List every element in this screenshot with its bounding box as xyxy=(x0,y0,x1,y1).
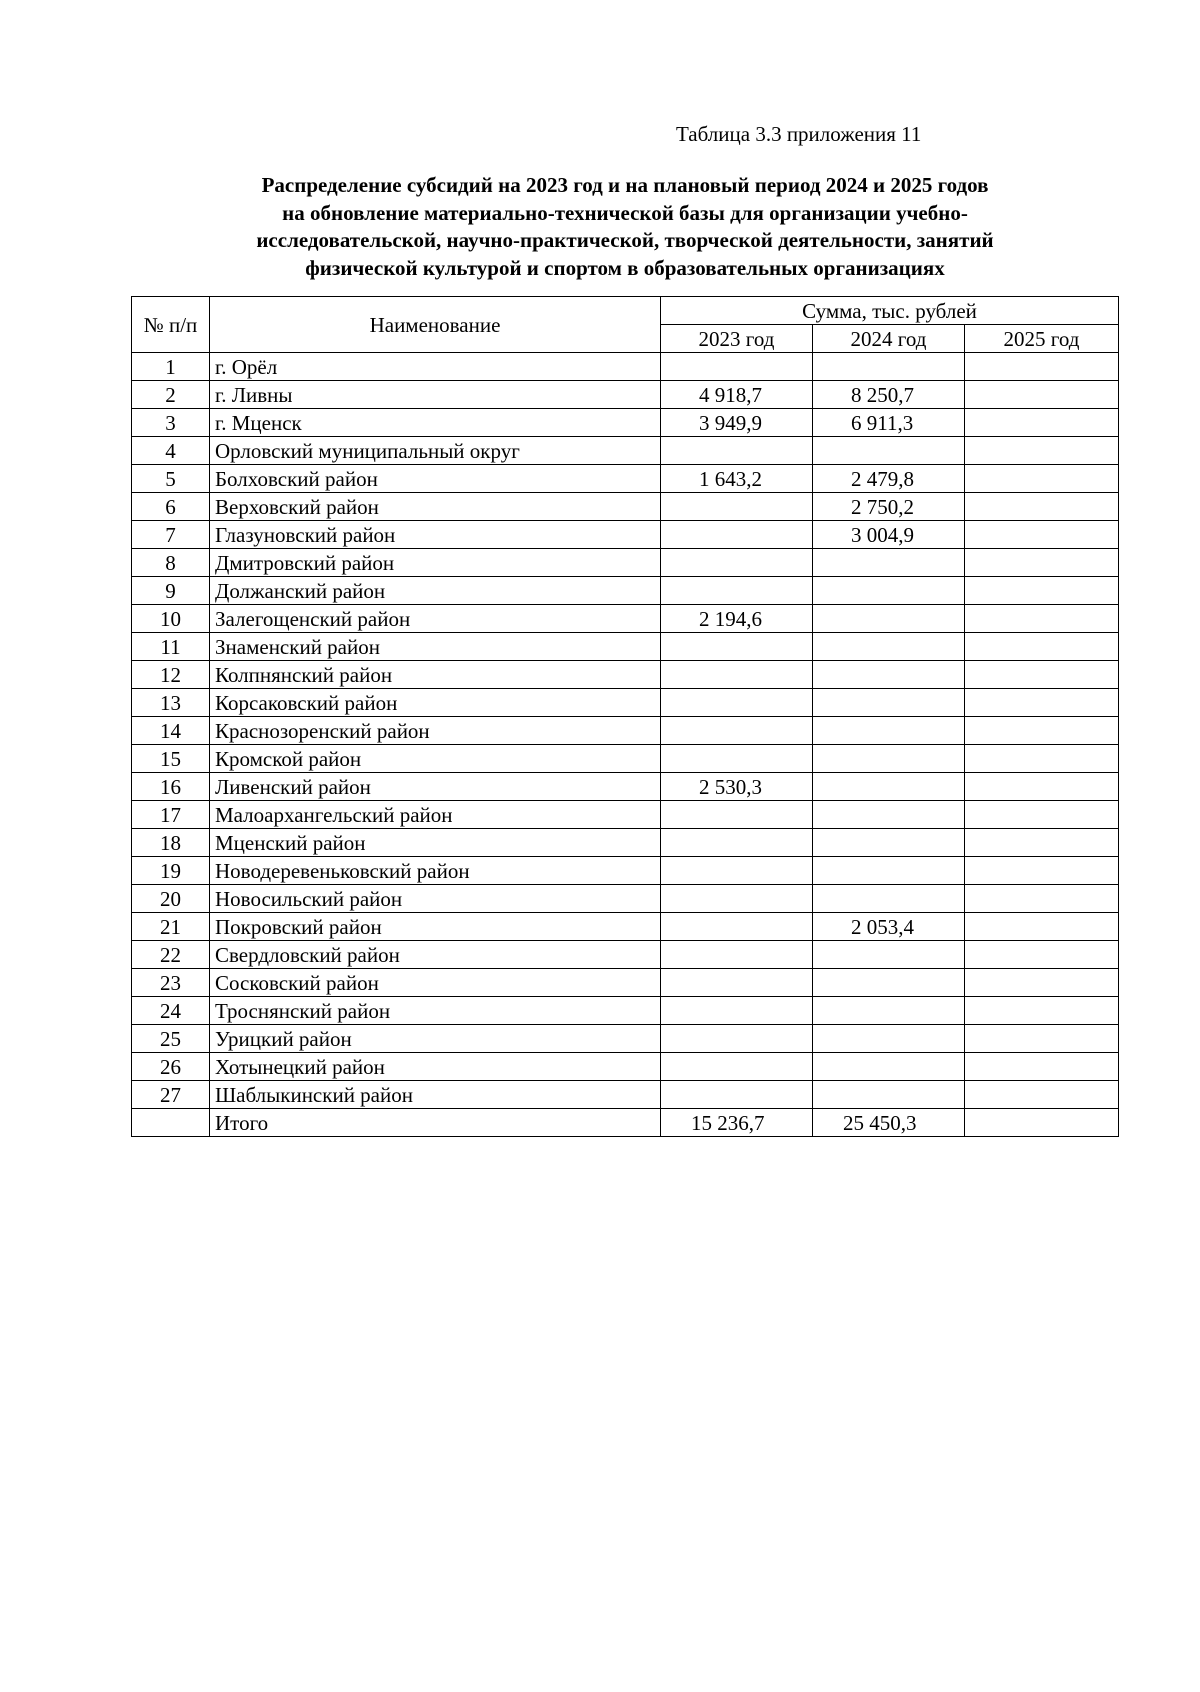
row-value-2023 xyxy=(661,661,813,689)
row-value-2024 xyxy=(813,549,965,577)
row-name: Урицкий район xyxy=(210,1025,661,1053)
row-value-2024 xyxy=(813,633,965,661)
row-value-2023: 2 194,6 xyxy=(661,605,813,633)
row-name: Дмитровский район xyxy=(210,549,661,577)
row-value-2023 xyxy=(661,801,813,829)
row-name: Малоархангельский район xyxy=(210,801,661,829)
row-name: Орловский муниципальный округ xyxy=(210,437,661,465)
row-number: 23 xyxy=(132,969,210,997)
row-value-2025 xyxy=(965,829,1119,857)
row-name: Хотынецкий район xyxy=(210,1053,661,1081)
row-value-2024 xyxy=(813,437,965,465)
table-row xyxy=(132,465,1119,493)
table-row xyxy=(132,969,1119,997)
row-value-2025 xyxy=(965,605,1119,633)
row-value-2023 xyxy=(661,493,813,521)
table-row xyxy=(132,409,1119,437)
row-value-2025 xyxy=(965,717,1119,745)
row-value-2023 xyxy=(661,829,813,857)
table-row xyxy=(132,941,1119,969)
row-name: Знаменский район xyxy=(210,633,661,661)
row-value-2024 xyxy=(813,661,965,689)
row-value-2025 xyxy=(965,885,1119,913)
row-number: 18 xyxy=(132,829,210,857)
row-value-2023: 3 949,9 xyxy=(661,409,813,437)
row-value-2025 xyxy=(965,745,1119,773)
row-value-2024 xyxy=(813,885,965,913)
table-row xyxy=(132,689,1119,717)
row-name: Корсаковский район xyxy=(210,689,661,717)
row-value-2023 xyxy=(661,885,813,913)
row-value-2024 xyxy=(813,801,965,829)
row-value-2024 xyxy=(813,829,965,857)
total-row xyxy=(132,1109,1119,1137)
row-number: 7 xyxy=(132,521,210,549)
table-row xyxy=(132,353,1119,381)
row-value-2024: 2 053,4 xyxy=(813,913,965,941)
title-line: Распределение субсидий на 2023 год и на плановый период 2024 и 2025 годов xyxy=(261,173,989,197)
row-value-2023 xyxy=(661,745,813,773)
row-value-2023: 4 918,7 xyxy=(661,381,813,409)
row-name: Сосковский район xyxy=(210,969,661,997)
row-value-2023: 1 643,2 xyxy=(661,465,813,493)
document-title xyxy=(130,172,1120,282)
table-row xyxy=(132,661,1119,689)
row-name: Колпнянский район xyxy=(210,661,661,689)
table-row xyxy=(132,493,1119,521)
row-name: Новосильский район xyxy=(210,885,661,913)
row-number: 21 xyxy=(132,913,210,941)
row-value-2024: 2 479,8 xyxy=(813,465,965,493)
row-value-2025 xyxy=(965,801,1119,829)
row-number: 9 xyxy=(132,577,210,605)
table-row xyxy=(132,521,1119,549)
header-year-2023: 2023 год xyxy=(661,325,813,353)
table-row xyxy=(132,577,1119,605)
row-value-2025 xyxy=(965,1053,1119,1081)
row-value-2023 xyxy=(661,549,813,577)
subsidy-table xyxy=(131,296,1119,1137)
row-name: г. Орёл xyxy=(210,353,661,381)
row-number: 10 xyxy=(132,605,210,633)
total-2025 xyxy=(965,1109,1119,1137)
row-value-2023 xyxy=(661,437,813,465)
table-row xyxy=(132,549,1119,577)
row-number: 19 xyxy=(132,857,210,885)
row-number: 22 xyxy=(132,941,210,969)
row-name: Новодеревеньковский район xyxy=(210,857,661,885)
row-value-2024: 6 911,3 xyxy=(813,409,965,437)
row-name: Глазуновский район xyxy=(210,521,661,549)
row-value-2023 xyxy=(661,1081,813,1109)
row-value-2023 xyxy=(661,577,813,605)
row-value-2024 xyxy=(813,745,965,773)
row-value-2024 xyxy=(813,1025,965,1053)
row-value-2023 xyxy=(661,1053,813,1081)
row-value-2025 xyxy=(965,493,1119,521)
table-row xyxy=(132,773,1119,801)
row-number: 14 xyxy=(132,717,210,745)
title-line: физической культурой и спортом в образовательных организациях xyxy=(305,255,945,280)
row-number: 25 xyxy=(132,1025,210,1053)
header-sum: Сумма, тыс. рублей xyxy=(661,297,1119,325)
table-row xyxy=(132,913,1119,941)
row-value-2023 xyxy=(661,941,813,969)
table-row xyxy=(132,437,1119,465)
row-value-2025 xyxy=(965,633,1119,661)
row-value-2023 xyxy=(661,717,813,745)
row-number: 20 xyxy=(132,885,210,913)
total-number-cell xyxy=(132,1109,210,1137)
row-value-2025 xyxy=(965,577,1119,605)
row-number: 26 xyxy=(132,1053,210,1081)
row-value-2024: 2 750,2 xyxy=(813,493,965,521)
title-line: исследовательской, научно-практической, творческой деятельности, занятий xyxy=(256,228,994,252)
row-number: 15 xyxy=(132,745,210,773)
row-value-2025 xyxy=(965,773,1119,801)
row-value-2025 xyxy=(965,689,1119,717)
row-number: 24 xyxy=(132,997,210,1025)
table-row xyxy=(132,633,1119,661)
row-value-2023 xyxy=(661,1025,813,1053)
row-number: 8 xyxy=(132,549,210,577)
row-value-2025 xyxy=(965,465,1119,493)
row-value-2025 xyxy=(965,549,1119,577)
row-value-2025 xyxy=(965,437,1119,465)
row-name: Мценский район xyxy=(210,829,661,857)
row-value-2024 xyxy=(813,969,965,997)
row-value-2023 xyxy=(661,521,813,549)
row-number: 3 xyxy=(132,409,210,437)
row-value-2023 xyxy=(661,913,813,941)
row-value-2025 xyxy=(965,941,1119,969)
table-row xyxy=(132,1025,1119,1053)
table-row xyxy=(132,857,1119,885)
row-name: г. Ливны xyxy=(210,381,661,409)
row-value-2025 xyxy=(965,1081,1119,1109)
row-value-2024 xyxy=(813,941,965,969)
row-name: г. Мценск xyxy=(210,409,661,437)
row-number: 13 xyxy=(132,689,210,717)
table-row xyxy=(132,829,1119,857)
row-value-2025 xyxy=(965,969,1119,997)
title-line: на обновление материально-технической базы для организации учебно- xyxy=(282,200,968,225)
table-row xyxy=(132,997,1119,1025)
row-value-2025 xyxy=(965,661,1119,689)
row-number: 4 xyxy=(132,437,210,465)
row-number: 1 xyxy=(132,353,210,381)
row-name: Болховский район xyxy=(210,465,661,493)
table-row xyxy=(132,801,1119,829)
row-value-2023: 2 530,3 xyxy=(661,773,813,801)
row-number: 17 xyxy=(132,801,210,829)
row-value-2024: 3 004,9 xyxy=(813,521,965,549)
row-value-2023 xyxy=(661,689,813,717)
row-value-2025 xyxy=(965,913,1119,941)
table-row xyxy=(132,1053,1119,1081)
row-value-2023 xyxy=(661,633,813,661)
row-value-2024 xyxy=(813,997,965,1025)
row-value-2024: 8 250,7 xyxy=(813,381,965,409)
table-row xyxy=(132,1081,1119,1109)
row-name: Кромской район xyxy=(210,745,661,773)
row-number: 11 xyxy=(132,633,210,661)
row-value-2024 xyxy=(813,1053,965,1081)
row-number: 12 xyxy=(132,661,210,689)
row-number: 16 xyxy=(132,773,210,801)
row-number: 2 xyxy=(132,381,210,409)
row-value-2025 xyxy=(965,353,1119,381)
row-value-2024 xyxy=(813,717,965,745)
row-value-2025 xyxy=(965,857,1119,885)
row-value-2025 xyxy=(965,1025,1119,1053)
total-label: Итого xyxy=(210,1109,661,1137)
table-row xyxy=(132,381,1119,409)
row-number: 6 xyxy=(132,493,210,521)
total-2024: 25 450,3 xyxy=(813,1109,965,1137)
header-number: № п/п xyxy=(132,297,210,353)
row-value-2025 xyxy=(965,521,1119,549)
row-value-2023 xyxy=(661,857,813,885)
row-number: 27 xyxy=(132,1081,210,1109)
row-name: Залегощенский район xyxy=(210,605,661,633)
row-value-2024 xyxy=(813,689,965,717)
row-number: 5 xyxy=(132,465,210,493)
table-row xyxy=(132,745,1119,773)
row-value-2025 xyxy=(965,997,1119,1025)
row-value-2025 xyxy=(965,409,1119,437)
row-value-2024 xyxy=(813,605,965,633)
row-value-2024 xyxy=(813,1081,965,1109)
row-value-2024 xyxy=(813,353,965,381)
row-value-2023 xyxy=(661,997,813,1025)
row-name: Свердловский район xyxy=(210,941,661,969)
table-row xyxy=(132,605,1119,633)
row-value-2025 xyxy=(965,381,1119,409)
row-value-2024 xyxy=(813,857,965,885)
row-name: Троснянский район xyxy=(210,997,661,1025)
row-value-2024 xyxy=(813,577,965,605)
table-body xyxy=(132,353,1119,1109)
row-name: Ливенский район xyxy=(210,773,661,801)
header-year-2024: 2024 год xyxy=(813,325,965,353)
row-name: Покровский район xyxy=(210,913,661,941)
table-row xyxy=(132,885,1119,913)
table-reference: Таблица 3.3 приложения 11 xyxy=(676,122,922,146)
row-name: Должанский район xyxy=(210,577,661,605)
row-value-2023 xyxy=(661,969,813,997)
row-name: Краснозоренский район xyxy=(210,717,661,745)
total-2023: 15 236,7 xyxy=(661,1109,813,1137)
header-year-2025: 2025 год xyxy=(965,325,1119,353)
row-value-2023 xyxy=(661,353,813,381)
row-value-2024 xyxy=(813,773,965,801)
header-name: Наименование xyxy=(210,297,661,353)
row-name: Шаблыкинский район xyxy=(210,1081,661,1109)
row-name: Верховский район xyxy=(210,493,661,521)
table-row xyxy=(132,717,1119,745)
